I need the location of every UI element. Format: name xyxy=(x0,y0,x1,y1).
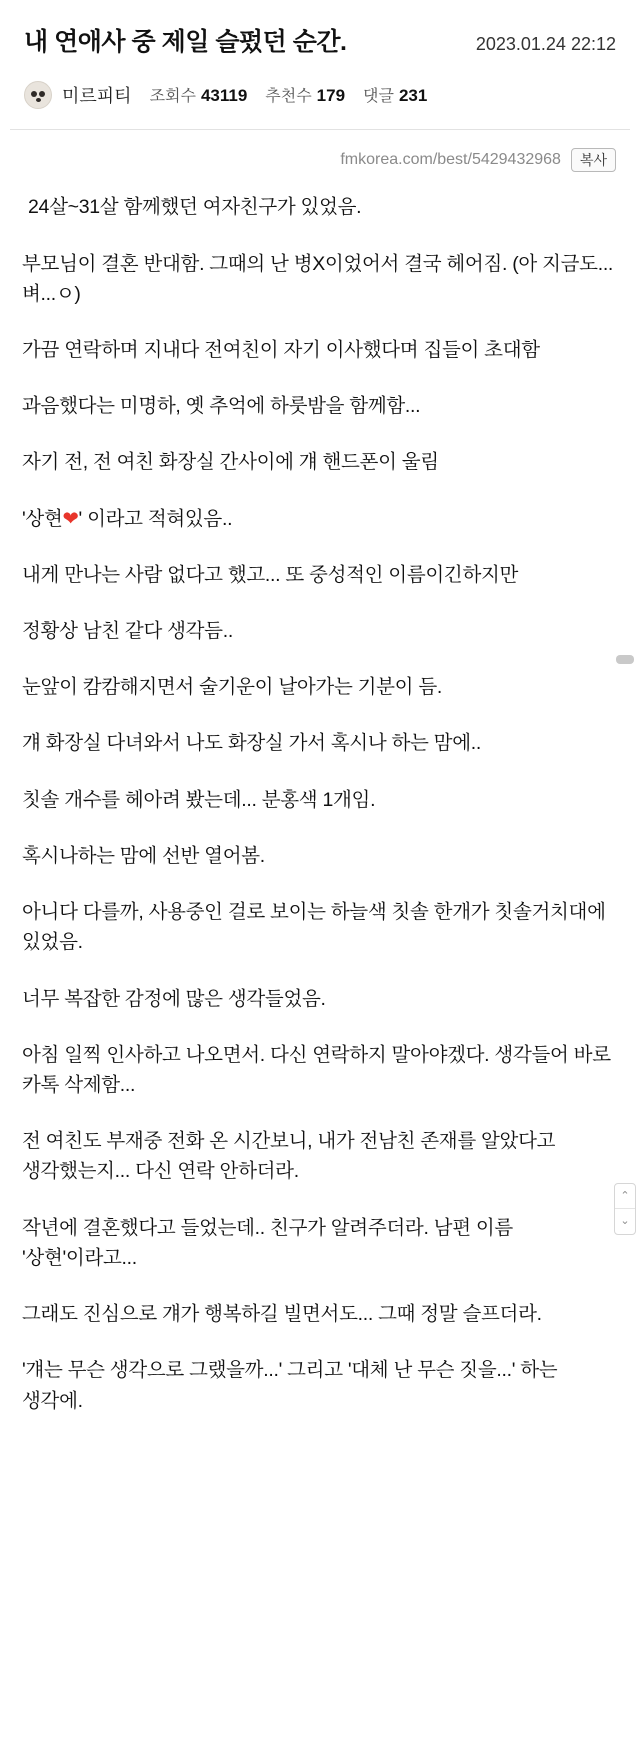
like-count-label: 추천수 xyxy=(265,88,312,105)
copy-button[interactable]: 복사 xyxy=(571,148,616,173)
body-paragraph: 너무 복잡한 감정에 많은 생각들었음. xyxy=(22,987,326,1010)
body-paragraph: 눈앞이 캄캄해지면서 술기운이 날아가는 기분이 듬. xyxy=(22,676,442,699)
body-paragraph: 아침 일찍 인사하고 나오면서. 다신 연락하지 말아야겠다. 생각들어 바로 카톡 삭제함... xyxy=(22,1043,611,1097)
scroll-arrows[interactable] xyxy=(614,1183,636,1235)
view-count-value: 43119 xyxy=(200,86,248,105)
comment-count-value: 231 xyxy=(398,86,428,105)
post-header xyxy=(0,0,640,129)
avatar xyxy=(24,81,52,109)
view-count xyxy=(150,83,248,106)
body-paragraph: 전 여친도 부재중 전화 온 시간보니, 내가 전남친 존재를 알았다고 생각했는지... 다신 연락 안하더라. xyxy=(22,1130,556,1183)
body-paragraph: 자기 전, 전 여친 화장실 간사이에 걔 핸드폰이 울림 xyxy=(22,451,439,474)
scroll-up-icon[interactable]: ⌃ xyxy=(615,1184,635,1209)
post-meta xyxy=(24,81,616,129)
body-paragraph: 작년에 결혼했다고 들었는데.. 친구가 알려주더라. 남편 이름 '상현'이라고... xyxy=(22,1216,513,1269)
body-paragraph: 칫솔 개수를 헤아려 봤는데... 분홍색 1개임. xyxy=(22,788,376,811)
comment-count[interactable] xyxy=(363,83,427,106)
body-paragraph: 그래도 진심으로 걔가 행복하길 빌면서도... 그때 정말 슬프더라. xyxy=(22,1303,542,1326)
body-paragraph: 가끔 연락하며 지내다 전여친이 자기 이사했다며 집들이 초대함 xyxy=(22,338,540,361)
scroll-thumb[interactable] xyxy=(616,655,634,664)
body-paragraph: 부모님이 결혼 반대함. 그때의 난 병X이었어서 결국 헤어짐. (아 지금도...벼...ㅇ) xyxy=(22,252,614,305)
comment-count-label: 댓글 xyxy=(363,88,394,105)
body-paragraph: 혹시나하는 맘에 선반 열어봄. xyxy=(22,844,265,867)
page-title: 내 연애사 중 제일 슬펐던 순간. xyxy=(24,28,347,56)
author-name[interactable]: 미르피티 xyxy=(62,85,132,106)
like-count xyxy=(265,83,345,106)
body-paragraph: 24살~31살 함께했던 여자친구가 있었음. xyxy=(28,196,362,219)
source-bar xyxy=(0,130,640,183)
body-paragraph: '걔는 무슨 생각으로 그랬을까...' 그리고 '대체 난 무슨 짓을...' 하는 생각에. xyxy=(22,1359,558,1412)
post-body xyxy=(0,182,640,1481)
body-paragraph: 내게 만나는 사람 없다고 했고... 또 중성적인 이름이긴하지만 xyxy=(22,563,519,586)
source-url[interactable]: fmkorea.com/best/5429432968 xyxy=(340,150,561,168)
body-paragraph: '상현❤' 이라고 적혀있음.. xyxy=(22,507,233,530)
scroll-down-icon[interactable]: ⌄ xyxy=(620,1215,630,1227)
title-row xyxy=(24,26,616,59)
body-paragraph: 과음했다는 미명하, 옛 추억에 하룻밤을 함께함... xyxy=(22,395,421,418)
body-paragraph: 걔 화장실 다녀와서 나도 화장실 가서 혹시나 하는 맘에.. xyxy=(22,732,481,755)
body-paragraph: 정황상 남친 같다 생각듬.. xyxy=(22,620,233,643)
post-date: 2023.01.24 22:12 xyxy=(475,34,616,54)
body-paragraph: 아니다 다를까, 사용중인 걸로 보이는 하늘색 칫솔 한개가 칫솔거치대에 있었음. xyxy=(22,901,606,954)
like-count-value: 179 xyxy=(316,86,346,105)
view-count-label: 조회수 xyxy=(149,88,196,105)
